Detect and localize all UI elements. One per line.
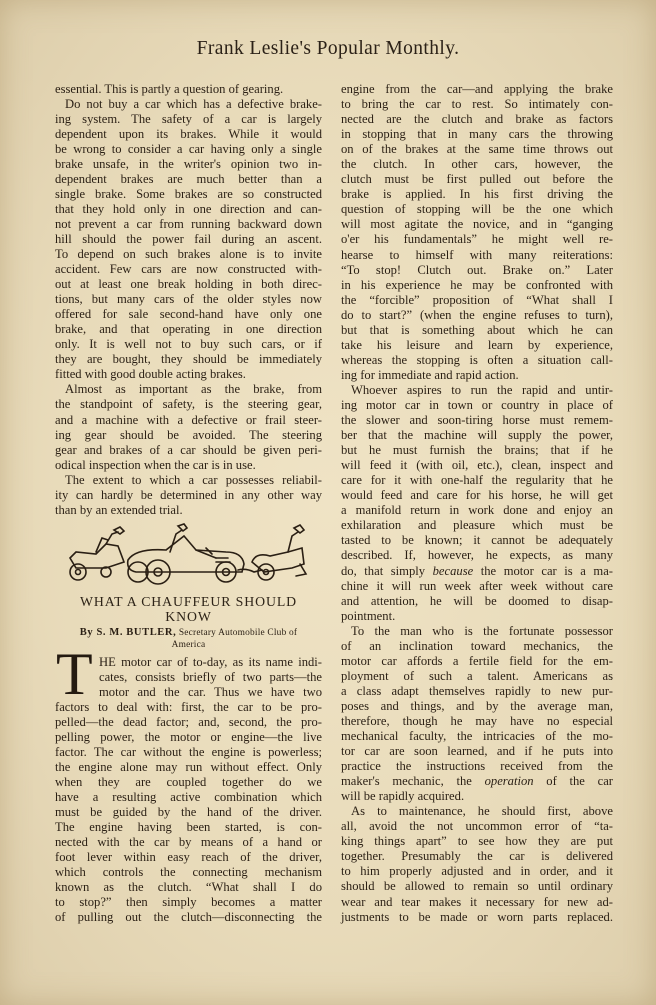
- text-line: the clutch. In other cars, however, the: [341, 157, 613, 172]
- car-body-3: [252, 548, 304, 572]
- text-line: accident. Few cars are now constructed with-: [55, 262, 322, 277]
- text-line: [341, 564, 613, 579]
- text-line: will be rapidly acquired.: [341, 789, 465, 804]
- text-line: on of the brakes at the same time throws out: [341, 142, 613, 157]
- text-segment: the motor car is a ma-: [473, 563, 613, 578]
- text-line: pelling power, the motor or engine—the live: [55, 729, 322, 744]
- article-title-line: KNOW: [165, 609, 212, 624]
- text-line: single brake. Some brakes are so constructed: [55, 186, 322, 201]
- text-line: The extent to which a car possesses reliabil-: [65, 472, 322, 487]
- text-line: king things apart” to see how they are put: [341, 834, 613, 849]
- text-line: hill should the power fail during an ascent.: [55, 231, 322, 246]
- text-line: “To stop! Clutch out. Brake on.” Later: [341, 262, 613, 277]
- article-title-line: WHAT A CHAUFFEUR SHOULD: [79, 594, 298, 609]
- text-line: out at least one break holding in both direc-: [55, 277, 322, 292]
- text-segment: maker's mechanic, the: [341, 774, 485, 789]
- text-line: exhilaration and pleasure which must be: [341, 518, 613, 533]
- text-line: do to start?” (when the engine refuses to turn),: [341, 307, 613, 322]
- text-line: essential. This is partly a question of gearing.: [55, 81, 284, 96]
- text-line: brake, and that operating in one direction: [55, 322, 322, 337]
- text-line: that they hold only in one direction and can-: [55, 201, 322, 216]
- text-line: As to maintenance, he should first, above: [351, 804, 613, 819]
- text-line: HE motor car of to-day, as its name indi-: [99, 654, 322, 669]
- text-line: ing gear should be avoided. The steering: [55, 427, 322, 442]
- text-line: Almost as important as the brake, from: [65, 382, 322, 397]
- text-line: mechanical faculty, the intricacies of the mo-: [341, 729, 613, 744]
- text-line: [341, 774, 613, 789]
- wheel-icon: [70, 564, 86, 580]
- automobiles-illustration: [66, 522, 310, 588]
- car-body-2: [128, 536, 244, 572]
- text-line: factors to deal with: first, the car to be pro-: [55, 699, 322, 714]
- text-line: all, avoid the not uncommon error of “ta-: [341, 819, 613, 834]
- text-line: o'er his fundamentals” he might well re-: [341, 232, 613, 247]
- running-header: Frank Leslie's Popular Monthly.: [196, 38, 460, 59]
- text-line: in his experience he may be confronted with: [341, 277, 613, 292]
- text-line: when they are coupled together do we: [55, 774, 322, 789]
- text-line: tasted to be known; it cannot be adequately: [341, 533, 613, 548]
- text-line: a manifold return in work done and enjoy an: [341, 503, 613, 518]
- text-line: motor and the car. Thus we have two: [99, 684, 322, 699]
- text-line: than by an extended trial.: [55, 502, 183, 517]
- text-line: clutch must be first pulled out before the: [341, 172, 613, 187]
- text-line: whereas the stopping is often a situation call-: [341, 352, 613, 367]
- text-line: chine it will run week after week without care: [341, 578, 613, 593]
- drop-cap: T: [56, 641, 93, 707]
- text-line: Whoever aspires to run the rapid and untir-: [351, 382, 613, 397]
- text-line: brake unsafe, in the writer's opinion two in-: [55, 156, 322, 171]
- text-line: dependent brakes are much better than a: [55, 171, 322, 186]
- text-line: to him properly adjusted and in order, and it: [341, 864, 613, 879]
- text-line: pointment.: [341, 608, 396, 623]
- article-title: [55, 594, 322, 624]
- text-segment: of the car: [533, 774, 613, 789]
- text-line: will most agitate the novice, and in “ganging: [341, 217, 613, 232]
- text-line: The engine having been started, is con-: [55, 820, 322, 835]
- text-line: and a machine with a defective or frail steer-: [55, 412, 322, 427]
- text-line: would feed and care for his horse, he will get: [341, 488, 613, 503]
- text-line: known as the clutch. “What shall I do: [55, 880, 322, 895]
- article-body-left: [55, 655, 322, 926]
- text-line: odical inspection when the car is in use.: [55, 457, 256, 472]
- text-line: the standpoint of safety, is the steering gear,: [55, 397, 322, 412]
- text-line: Do not buy a car which has a defective brake-: [65, 96, 322, 111]
- text-line: tions, but many cars of the older styles now: [55, 292, 322, 307]
- text-line: justments to be made or worn parts replaced.: [341, 909, 613, 924]
- text-line: to stop?” then simply becomes a matter: [55, 895, 322, 910]
- text-line: but he must furnish the brains; that if he: [341, 443, 613, 458]
- byline-author: By S. M. BUTLER,: [79, 627, 177, 638]
- text-line: which controls the connecting mechanism: [55, 865, 322, 880]
- text-line: but that is something about which he can: [341, 322, 613, 337]
- text-line: nected with the car by means of a hand or: [55, 835, 322, 850]
- text-line: ing system. The safety of a car is largely: [55, 111, 322, 126]
- text-line: engine from the car—and applying the brake: [341, 82, 613, 96]
- text-line: to bring the car to rest. So intimately con-: [341, 97, 613, 112]
- text-line: tor car are soon learned, and if he puts into: [341, 744, 613, 759]
- right-column-text: [341, 82, 613, 925]
- text-line: ployment of such a talent. Americans as: [341, 668, 613, 683]
- text-line: cates, consists briefly of two parts—the: [99, 669, 322, 684]
- text-line: should be allowed to remain so until ordinary: [341, 879, 613, 894]
- text-line: wear and tear makes it necessary for new ad-: [341, 894, 613, 909]
- text-line: must be guided by the hand of the driver.: [55, 804, 322, 819]
- text-line: the “forcible” proposition of “What shall I: [341, 292, 613, 307]
- italic-text: operation: [484, 774, 534, 789]
- text-line: a class adapt themselves rapidly to new pur-: [341, 683, 613, 698]
- text-line: together. Presumably the car is delivered: [341, 849, 613, 864]
- text-line: in stopping that in many cars the throwing: [341, 127, 613, 142]
- byline-role-cont: America: [171, 640, 206, 650]
- text-line: of an inclination toward mechanics, the: [341, 638, 613, 653]
- text-line: have a resulting active combination which: [55, 789, 322, 804]
- text-line: fitted with good double acting brakes.: [55, 367, 246, 382]
- italic-text: because: [432, 563, 474, 578]
- text-line: To the man who is the fortunate possessor: [351, 623, 613, 638]
- text-line: be wrong to consider a car having only a single: [55, 141, 322, 156]
- text-line: will feed it (with oil, etc.), clean, inspect and: [341, 458, 613, 473]
- text-line: described. If, however, he expects, as many: [341, 548, 613, 563]
- text-line: factor. The car without the engine is powerless;: [55, 744, 322, 759]
- text-line: of pulling out the clutch—disconnecting the: [55, 910, 322, 925]
- byline-role: Secretary Automobile Club of: [178, 628, 298, 638]
- text-line: they are bought, they should be immediately: [55, 352, 322, 367]
- text-line: ing for immediate and rapid action.: [341, 367, 519, 382]
- text-line: nected are the clutch and brake as factors: [341, 112, 613, 127]
- text-line: the engine alone may run without effect. Only: [55, 759, 322, 774]
- text-line: hearse to himself with many reiterations:: [341, 247, 613, 262]
- text-line: gear and brakes of a car should be given peri-: [55, 442, 322, 457]
- text-line: ber that the machine will supply the power,: [341, 428, 613, 443]
- text-line: To depend on such brakes alone is to invite: [55, 247, 322, 262]
- text-line: take his leisure and learn by experience,: [341, 337, 613, 352]
- text-line: dependent upon its brakes. While it would: [55, 126, 322, 141]
- text-line: foot lever within easy reach of the driver,: [55, 850, 322, 865]
- text-segment: do, that simply: [341, 563, 433, 578]
- text-line: pelled—the dead factor; and, second, the pro-: [55, 714, 322, 729]
- text-line: only. It is well not to buy such cars, or if: [55, 337, 322, 352]
- text-line: question of stopping will be the one which: [341, 202, 613, 217]
- text-line: ing motor car in town or country in place of: [341, 397, 613, 412]
- text-line: brake is applied. In his first driving the: [341, 187, 613, 202]
- left-column-top-text: [55, 82, 322, 518]
- text-line: care for it with one-half the regularity that he: [341, 473, 613, 488]
- text-line: not prevent a car from running backward down: [55, 216, 322, 231]
- text-line: the slower and soon-tiring horse must remem-: [341, 413, 613, 428]
- text-line: ity can hardly be determined in any other way: [55, 487, 322, 502]
- text-line: motor car affords a fertile field for the em-: [341, 653, 613, 668]
- text-line: poses and things, and by the average man,: [341, 698, 613, 713]
- text-line: offered for sale second-hand have only one: [55, 307, 322, 322]
- text-line: practice the instructions received from the: [341, 759, 613, 774]
- text-line: therefore, though he may have no especial: [341, 713, 613, 728]
- text-line: and attention, he will be doomed to disap-: [341, 593, 613, 608]
- article-byline: [55, 627, 322, 651]
